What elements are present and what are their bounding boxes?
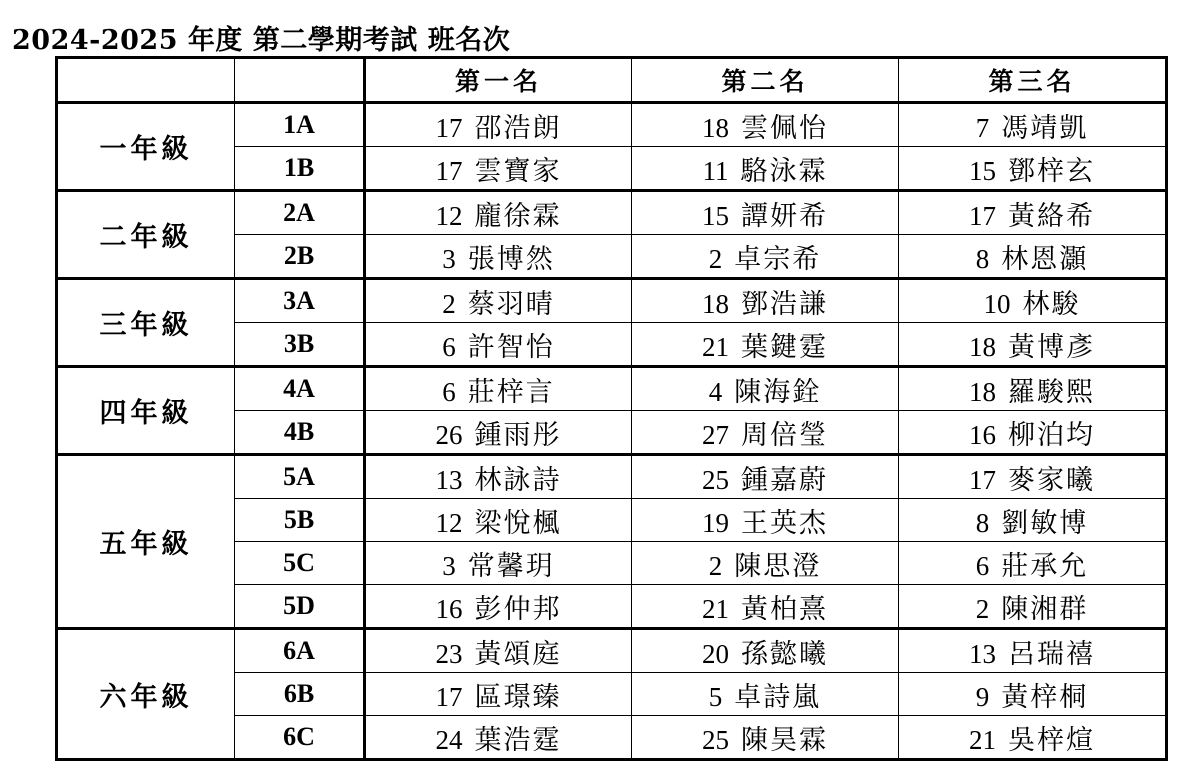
student-number: 9 [975,681,990,712]
second-place-cell [632,147,899,191]
student-name: 鍾嘉蔚 [741,464,828,496]
third-place-cell [899,235,1167,279]
student-name: 王英杰 [741,507,828,539]
student-name: 梁悅楓 [474,507,562,539]
student-name: 黃頌庭 [474,638,562,670]
student-number: 6 [442,331,456,362]
second-place-cell [632,629,899,673]
first-place-cell [365,191,632,235]
student-number: 15 [702,200,729,231]
first-place-cell [365,542,632,585]
student-name: 黃絡希 [1008,200,1095,232]
third-place-cell [899,542,1167,585]
student-name: 葉鍵霆 [741,331,828,363]
student-number: 13 [969,638,996,669]
student-number: 18 [969,376,996,407]
student-number: 21 [702,593,729,624]
student-name: 林詠詩 [474,464,562,496]
student-number: 18 [702,112,729,143]
second-place-cell [632,367,899,411]
header-row [57,58,1167,103]
student-name: 卓宗希 [734,243,822,275]
student-number: 16 [435,593,463,624]
student-name: 馮靖凱 [1001,112,1089,144]
student-name: 陳思澄 [734,550,822,582]
class-label: 5A [235,455,365,499]
first-place-cell [365,103,632,147]
table-row [57,279,1167,323]
student-number: 15 [969,155,996,186]
second-place-cell [632,411,899,455]
ranking-table [55,56,1168,761]
student-name: 鄧梓玄 [1008,155,1095,187]
student-number: 8 [975,507,990,538]
student-number: 27 [702,419,729,450]
grade-label: 二年級 [57,191,235,279]
second-place-cell [632,279,899,323]
student-name: 龐徐霖 [474,200,562,232]
student-number: 18 [969,331,996,362]
student-number: 19 [702,507,729,538]
student-number: 10 [983,288,1011,319]
student-number: 3 [442,243,456,274]
student-number: 13 [435,464,463,495]
student-name: 林駿 [1022,288,1081,320]
third-place-cell [899,585,1167,629]
first-place-cell [365,673,632,716]
first-place-cell [365,411,632,455]
grade-label: 六年級 [57,629,235,760]
grade-label: 五年級 [57,455,235,629]
student-name: 黃博彥 [1008,331,1095,363]
student-name: 陳昊霖 [741,724,828,756]
student-number: 17 [969,200,996,231]
header-second-place: 第二名 [632,58,899,103]
third-place-cell [899,367,1167,411]
student-number: 17 [435,155,463,186]
student-name: 吳梓煊 [1008,724,1095,756]
student-number: 6 [442,376,456,407]
student-name: 孫懿曦 [741,638,828,670]
first-place-cell [365,629,632,673]
third-place-cell [899,103,1167,147]
grade-label: 三年級 [57,279,235,367]
table-row [57,455,1167,499]
first-place-cell [365,279,632,323]
student-name: 常馨玥 [467,550,555,582]
first-place-cell [365,367,632,411]
student-number: 25 [702,724,729,755]
class-label: 4B [235,411,365,455]
student-name: 葉浩霆 [474,724,562,756]
student-name: 陳湘群 [1001,593,1089,625]
second-place-cell [632,235,899,279]
first-place-cell [365,499,632,542]
class-label: 6B [235,673,365,716]
student-name: 區璟臻 [474,681,562,713]
student-name: 林恩灝 [1001,243,1089,275]
first-place-cell [365,716,632,760]
student-number: 21 [969,724,996,755]
third-place-cell [899,673,1167,716]
student-name: 莊梓言 [467,376,555,408]
student-number: 8 [975,243,990,274]
table-row [57,629,1167,673]
grade-label: 一年級 [57,103,235,191]
header-grade [57,58,235,103]
student-name: 張博然 [467,243,555,275]
student-number: 2 [708,550,723,581]
class-label: 3A [235,279,365,323]
class-label: 2B [235,235,365,279]
student-name: 許智怡 [467,331,555,363]
student-number: 17 [435,681,463,712]
student-number: 6 [975,550,990,581]
student-name: 雲佩怡 [741,112,828,144]
table-row [57,103,1167,147]
student-number: 12 [435,200,463,231]
student-name: 黃梓桐 [1001,681,1089,713]
second-place-cell [632,585,899,629]
student-number: 7 [975,112,990,143]
student-number: 16 [969,419,996,450]
student-name: 邵浩朗 [474,112,562,144]
grade-label: 四年級 [57,367,235,455]
second-place-cell [632,499,899,542]
second-place-cell [632,542,899,585]
first-place-cell [365,235,632,279]
student-number: 20 [702,638,729,669]
header-first-place: 第一名 [365,58,632,103]
student-name: 周倍瑩 [741,419,828,451]
student-name: 黃柏熹 [741,593,828,625]
student-name: 陳海銓 [734,376,822,408]
first-place-cell [365,455,632,499]
class-label: 6A [235,629,365,673]
table-row [57,191,1167,235]
student-number: 5 [708,681,723,712]
student-name: 彭仲邦 [474,593,562,625]
student-number: 21 [702,331,729,362]
second-place-cell [632,103,899,147]
third-place-cell [899,411,1167,455]
third-place-cell [899,279,1167,323]
page-title: 2024-2025 年度 第二學期考試 班名次 [12,25,511,56]
student-number: 2 [708,243,723,274]
student-name: 鄧浩謙 [741,288,828,320]
student-name: 劉敏博 [1001,507,1089,539]
ranking-body [57,103,1167,760]
student-name: 雲寶家 [474,155,562,187]
third-place-cell [899,716,1167,760]
second-place-cell [632,323,899,367]
first-place-cell [365,585,632,629]
student-number: 2 [975,593,990,624]
student-number: 26 [435,419,463,450]
student-number: 24 [435,724,463,755]
class-label: 2A [235,191,365,235]
student-number: 12 [435,507,463,538]
class-label: 3B [235,323,365,367]
class-label: 5D [235,585,365,629]
student-name: 蔡羽晴 [467,288,555,320]
first-place-cell [365,323,632,367]
second-place-cell [632,716,899,760]
class-label: 6C [235,716,365,760]
third-place-cell [899,323,1167,367]
class-label: 1B [235,147,365,191]
student-name: 柳泊均 [1008,419,1095,451]
student-name: 卓詩嵐 [734,681,822,713]
third-place-cell [899,191,1167,235]
class-label: 4A [235,367,365,411]
table-row [57,367,1167,411]
student-number: 2 [442,288,456,319]
student-number: 3 [442,550,456,581]
header-class [235,58,365,103]
second-place-cell [632,455,899,499]
student-name: 呂瑞禧 [1008,638,1095,670]
student-name: 鍾雨彤 [474,419,562,451]
header-third-place: 第三名 [899,58,1167,103]
student-number: 17 [969,464,996,495]
third-place-cell [899,629,1167,673]
second-place-cell [632,673,899,716]
student-name: 麥家曦 [1008,464,1095,496]
first-place-cell [365,147,632,191]
student-name: 羅駿熙 [1008,376,1095,408]
class-label: 1A [235,103,365,147]
second-place-cell [632,191,899,235]
student-number: 18 [702,288,729,319]
student-number: 23 [435,638,463,669]
student-name: 駱泳霖 [740,155,828,187]
third-place-cell [899,499,1167,542]
student-number: 25 [702,464,729,495]
student-name: 譚妍希 [741,200,828,232]
class-label: 5C [235,542,365,585]
student-name: 莊承允 [1001,550,1089,582]
class-label: 5B [235,499,365,542]
student-number: 11 [702,155,729,186]
student-number: 17 [435,112,463,143]
third-place-cell [899,147,1167,191]
third-place-cell [899,455,1167,499]
student-number: 4 [708,376,723,407]
